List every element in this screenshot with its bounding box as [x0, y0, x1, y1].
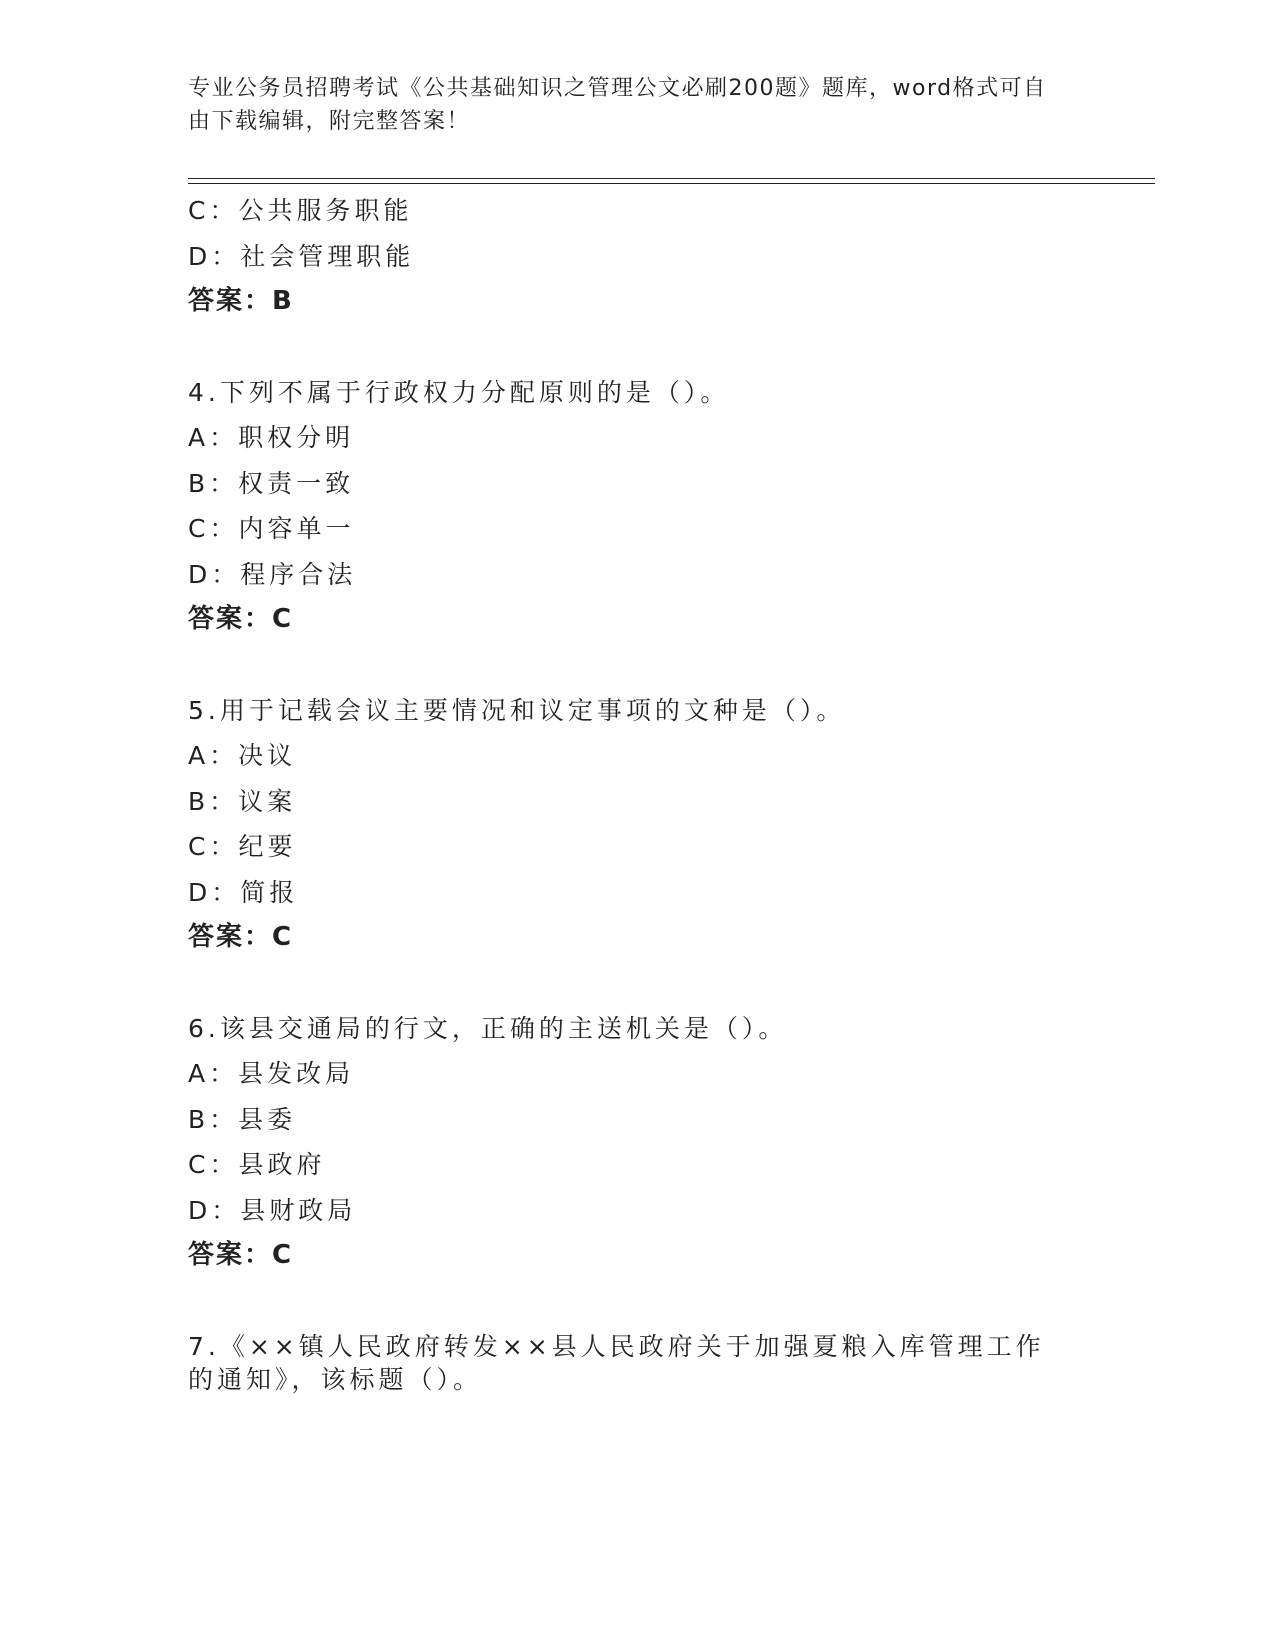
answer-line: 答案：C	[188, 1240, 294, 1270]
option-c: C：内容单一	[188, 514, 355, 543]
option-a: A：决议	[188, 741, 297, 770]
answer-line: 答案：C	[188, 922, 294, 952]
question-list	[188, 188, 1088, 1396]
option-d: D：社会管理职能	[188, 241, 415, 271]
option-a: A：县发改局	[188, 1059, 355, 1088]
option-c: C：县政府	[188, 1150, 326, 1179]
option-b: B：议案	[188, 786, 297, 816]
document-header: 专业公务员招聘考试《公共基础知识之管理公文必刷200题》题库，word格式可自由下载编辑，附完整答案！	[188, 76, 1047, 134]
answer-line: 答案：B	[188, 286, 294, 316]
option-c: C：纪要	[188, 832, 297, 861]
option-d: D：简报	[188, 877, 299, 907]
answer-line: 答案：C	[188, 604, 294, 634]
question-text: 7.《××镇人民政府转发××县人民政府关于加强夏粮入库管理工作的通知》，该标题（）。	[188, 1331, 1045, 1394]
option-a: A：职权分明	[188, 423, 355, 452]
header-rule-top	[188, 178, 1155, 179]
header-rule-bottom	[188, 183, 1155, 184]
option-d: D：县财政局	[188, 1195, 357, 1225]
question-text: 5.用于记载会议主要情况和议定事项的文种是（）。	[188, 695, 846, 725]
question-text: 6.该县交通局的行文，正确的主送机关是（）。	[188, 1013, 788, 1043]
option-d: D：程序合法	[188, 559, 357, 589]
option-b: B：县委	[188, 1104, 297, 1134]
question-text: 4.下列不属于行政权力分配原则的是（）。	[188, 377, 730, 407]
option-b: B：权责一致	[188, 468, 355, 498]
option-c: C：公共服务职能	[188, 196, 413, 225]
